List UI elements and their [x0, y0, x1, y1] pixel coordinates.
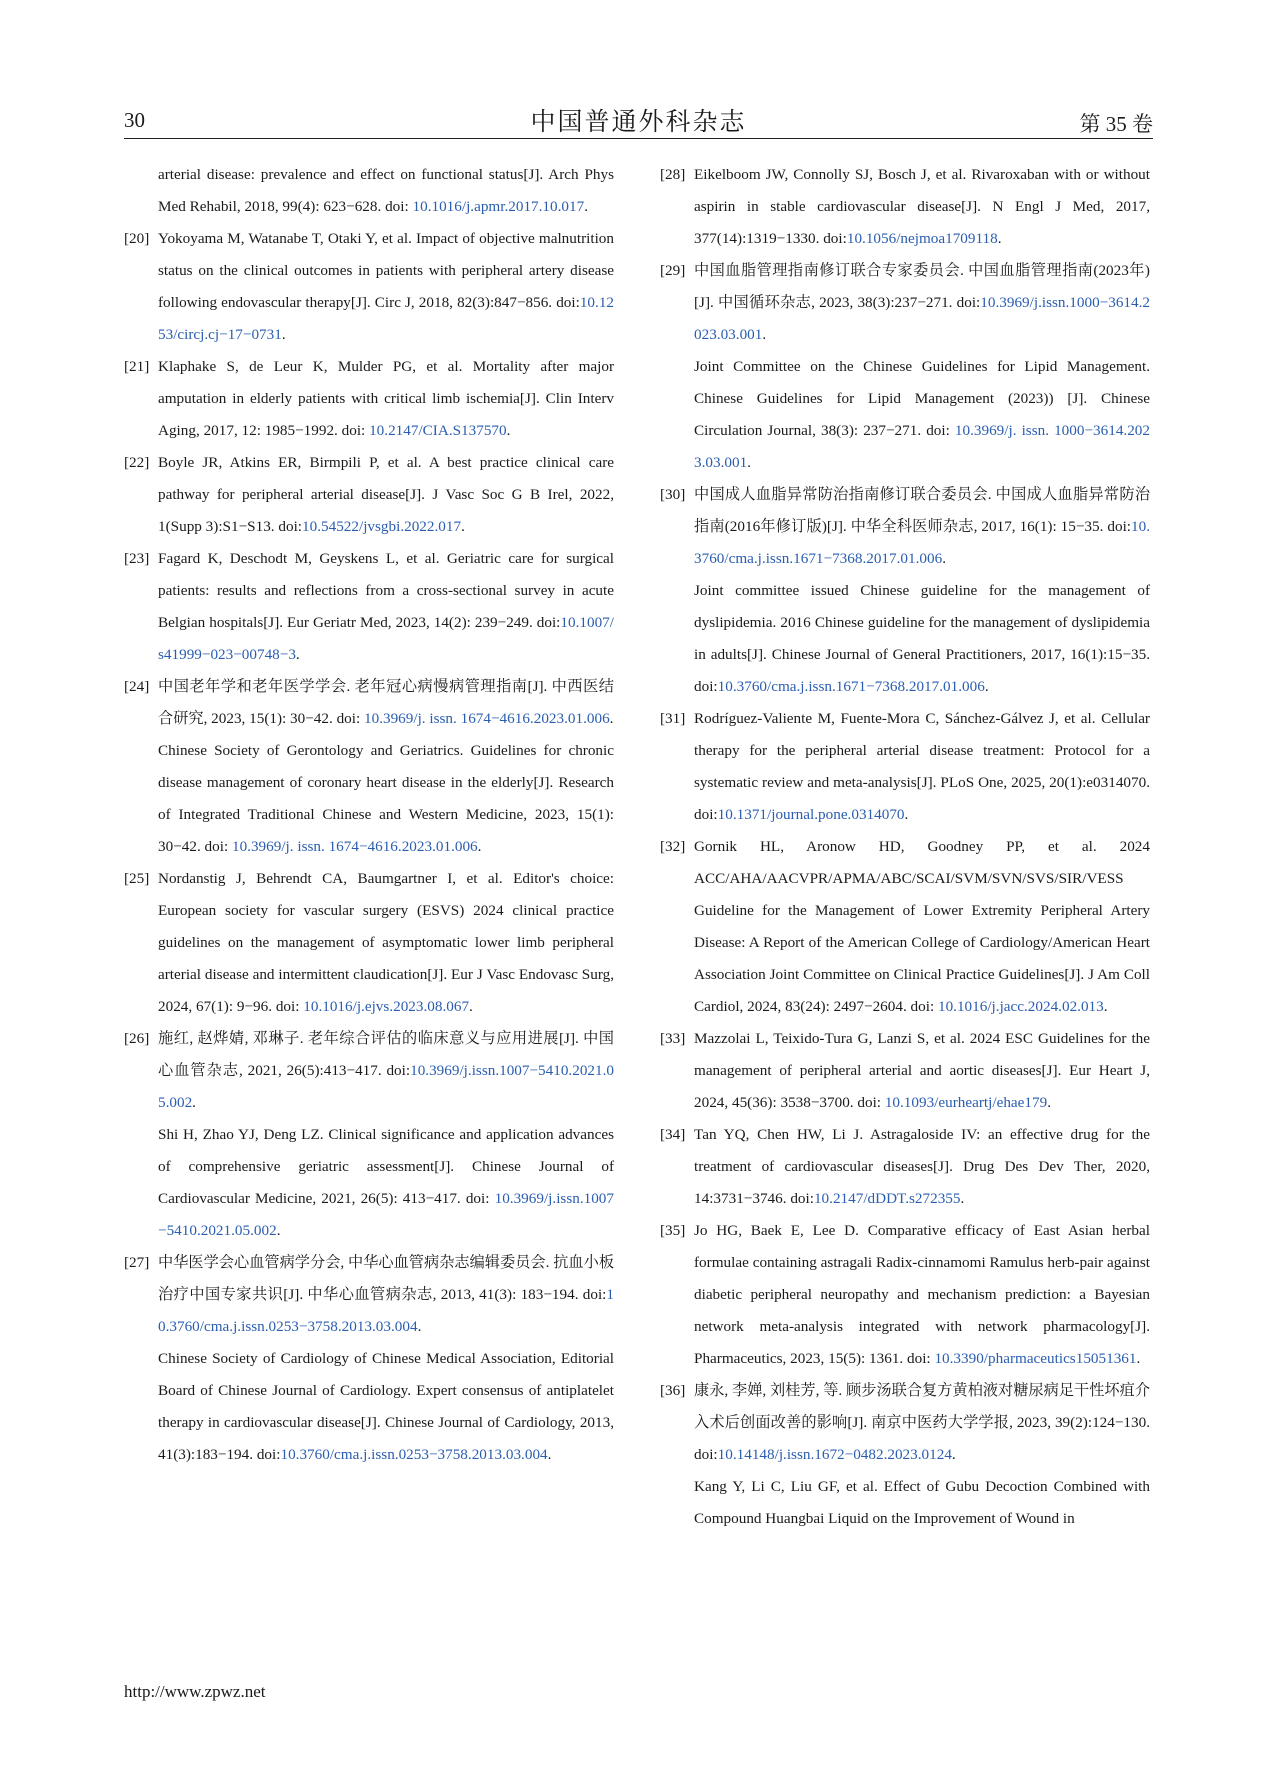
reference-text: Nordanstig J, Behrendt CA, Baumgartner I, et al. Editor's choice: European society for vascular surgery (ESVS) 2024 clinical practice guidelines on the management of asymptomatic lower limb peripheral arterial disease and intermittent claudication[J]. Eur J Vasc Endovasc Surg, 2024, 67(1): 9−96. doi:: [158, 870, 614, 1015]
reference-text: Joint committee issued Chinese guideline for the management of dyslipidemia. 2016 Chinese guideline for the management of dyslipidemia in adults[J]. Chinese Journal of General Practitioners, 2017, 16(1):15−35. doi:: [694, 582, 1150, 695]
doi-link[interactable]: 10.54522/jvsgbi.2022.017: [302, 518, 462, 535]
footer-url[interactable]: http://www.zpwz.net: [124, 1682, 266, 1701]
reference-text: Tan YQ, Chen HW, Li J. Astragaloside IV: an effective drug for the treatment of cardiovascular diseases[J]. Drug Des Dev Ther, 2020, 14:3731−3746. doi:: [694, 1126, 1150, 1207]
reference-text: Joint Committee on the Chinese Guidelines for Lipid Management. Chinese Guidelines for Lipid Management (2023)) [J]. Chinese Circulation Journal, 38(3): 237−271. doi:: [694, 358, 1150, 439]
reference-entry: [124, 1343, 614, 1471]
reference-end: .: [747, 454, 751, 471]
doi-link[interactable]: 10.2147/dDDT.s272355: [813, 1190, 961, 1207]
doi-link[interactable]: 10.1093/eurheartj/ehae179: [884, 1094, 1048, 1111]
reference-entry: [124, 351, 614, 447]
references-right-column: [660, 159, 1150, 1535]
reference-entry: [124, 863, 614, 1023]
reference-entry: [124, 223, 614, 351]
reference-end: .: [762, 326, 767, 343]
reference-number: [26]: [124, 1030, 150, 1047]
doi-link[interactable]: 10.3760/cma.j.issn.0253−3758.2013.03.004: [158, 1286, 614, 1335]
doi-link[interactable]: 10.1016/j.ejvs.2023.08.067: [303, 998, 470, 1015]
reference-end: .: [547, 1446, 552, 1463]
reference-number: [25]: [124, 870, 150, 887]
reference-end: .: [904, 806, 909, 823]
reference-number: [29]: [660, 262, 686, 279]
reference-text: Shi H, Zhao YJ, Deng LZ. Clinical significance and application advances of comprehensive geriatric assessment[J]. Chinese Journal of Cardiovascular Medicine, 2021, 26(5): 413−417. doi:: [158, 1126, 614, 1207]
reference-end: .: [584, 198, 588, 215]
reference-entry: [124, 735, 614, 863]
reference-entry: [660, 479, 1150, 575]
reference-end: .: [417, 1318, 422, 1335]
reference-end: .: [1136, 1350, 1141, 1367]
reference-entry: [660, 255, 1150, 351]
reference-end: .: [461, 518, 465, 535]
reference-number: [36]: [660, 1382, 686, 1399]
reference-number: [31]: [660, 710, 686, 727]
reference-end: .: [192, 1094, 196, 1111]
doi-link[interactable]: 10.14148/j.issn.1672−0482.2023.0124: [717, 1446, 952, 1463]
doi-link[interactable]: 10.1253/circj.cj−17−0731: [158, 294, 614, 343]
reference-entry: [660, 1119, 1150, 1215]
reference-end: .: [295, 646, 300, 663]
volume-label: 第 35 卷: [1079, 112, 1153, 136]
reference-end: .: [997, 230, 1002, 247]
reference-entry: [124, 543, 614, 671]
doi-link[interactable]: 10.1016/j.jacc.2024.02.013: [937, 998, 1104, 1015]
reference-text: 康永, 李婵, 刘桂芳, 等. 顾步汤联合复方黄柏液对糖尿病足干性坏疽介入术后创面改善的影响[J]. 南京中医药大学学报, 2023, 39(2):124−130. doi:: [694, 1382, 1150, 1463]
reference-text: Boyle JR, Atkins ER, Birmpili P, et al. A best practice clinical care pathway for peripheral arterial disease[J]. J Vasc Soc G B Irel, 2022, 1(Supp 3):S1−S13. doi:: [158, 454, 614, 535]
doi-link[interactable]: 10.3969/j.issn.1007−5410.2021.05.002: [158, 1190, 614, 1239]
reference-entry: [660, 703, 1150, 831]
reference-text: 中国老年学和老年医学学会. 老年冠心病慢病管理指南[J]. 中西医结合研究, 2023, 15(1): 30−42. doi:: [158, 678, 614, 727]
reference-number: [32]: [660, 838, 686, 855]
reference-text: 中华医学会心血管病学分会, 中华心血管病杂志编辑委员会. 抗血小板治疗中国专家共识[J]. 中华心血管病杂志, 2013, 41(3): 183−194. doi:: [158, 1254, 614, 1303]
reference-number: [24]: [124, 678, 150, 695]
reference-end: .: [281, 326, 286, 343]
reference-end: .: [960, 1190, 965, 1207]
reference-end: .: [276, 1222, 281, 1239]
reference-number: [20]: [124, 230, 150, 247]
reference-number: [21]: [124, 358, 150, 375]
doi-link[interactable]: 10.3969/j. issn. 1674−4616.2023.01.006: [231, 838, 478, 855]
reference-text: Eikelboom JW, Connolly SJ, Bosch J, et al. Rivaroxaban with or without aspirin in stable cardiovascular disease[J]. N Engl J Med, 2017, 377(14):1319−1330. doi:: [694, 166, 1150, 247]
reference-number: [30]: [660, 486, 686, 503]
page-header: [124, 102, 1153, 139]
reference-text: Klaphake S, de Leur K, Mulder PG, et al. Mortality after major amputation in elderly patients with critical limb ischemia[J]. Clin Interv Aging, 2017, 12: 1985−1992. doi:: [158, 358, 614, 439]
reference-end: .: [506, 422, 511, 439]
doi-link[interactable]: 10.3969/j. issn. 1674−4616.2023.01.006: [364, 710, 610, 727]
references-left-column: [124, 159, 614, 1471]
doi-link[interactable]: 10.2147/CIA.S137570: [369, 422, 507, 439]
journal-title: 中国普通外科杂志: [530, 109, 747, 136]
reference-entry: [660, 575, 1150, 703]
reference-end: .: [469, 998, 473, 1015]
reference-entry: [660, 831, 1150, 1023]
reference-end: .: [951, 1446, 956, 1463]
reference-number: [34]: [660, 1126, 686, 1143]
reference-entry: [124, 1247, 614, 1343]
reference-text: Chinese Society of Gerontology and Geriatrics. Guidelines for chronic disease management of coronary heart disease in the elderly[J]. Research of Integrated Traditional Chinese and Western Medicine, 2023, 15(1): 30−42. doi:: [158, 742, 614, 855]
reference-text: arterial disease: prevalence and effect on functional status[J]. Arch Phys Med Rehabil, 2018, 99(4): 623−628. doi:: [158, 166, 614, 215]
doi-link[interactable]: 10.3969/j. issn. 1000−3614.2023.03.001: [694, 422, 1150, 471]
reference-text: Yokoyama M, Watanabe T, Otaki Y, et al. Impact of objective malnutrition status on the clinical outcomes in patients with peripheral artery disease following endovascular therapy[J]. Circ J, 2018, 82(3):847−856. doi:: [158, 230, 614, 311]
reference-end: .: [1103, 998, 1108, 1015]
page-number: 30: [124, 108, 145, 132]
doi-link[interactable]: 10.3969/j.issn.1000−3614.2023.03.001: [694, 294, 1150, 343]
reference-entry: [660, 351, 1150, 479]
doi-link[interactable]: 10.1016/j.apmr.2017.10.017: [412, 198, 585, 215]
reference-entry: [660, 1023, 1150, 1119]
reference-entry: [660, 159, 1150, 255]
reference-number: [28]: [660, 166, 686, 183]
doi-link[interactable]: 10.3969/j.issn.1007−5410.2021.05.002: [158, 1062, 614, 1111]
doi-link[interactable]: 10.3760/cma.j.issn.1671−7368.2017.01.006: [717, 678, 985, 695]
reference-number: [23]: [124, 550, 150, 567]
reference-text: Mazzolai L, Teixido-Tura G, Lanzi S, et al. 2024 ESC Guidelines for the management of peripheral arterial and aortic diseases[J]. Eur Heart J, 2024, 45(36): 3538−3700. doi:: [694, 1030, 1150, 1111]
reference-entry: [124, 159, 614, 223]
doi-link[interactable]: 10.3760/cma.j.issn.0253−3758.2013.03.004: [280, 1446, 548, 1463]
reference-end: .: [477, 838, 482, 855]
reference-number: [27]: [124, 1254, 150, 1271]
reference-end: .: [1047, 1094, 1051, 1111]
reference-text: 中国成人血脂异常防治指南修订联合委员会. 中国成人血脂异常防治指南(2016年修订版)[J]. 中华全科医师杂志, 2017, 16(1): 15−35. doi:: [694, 486, 1150, 535]
doi-link[interactable]: 10.3760/cma.j.issn.1671−7368.2017.01.006: [694, 518, 1150, 567]
reference-entry: [660, 1471, 1150, 1535]
reference-text: Jo HG, Baek E, Lee D. Comparative efficacy of East Asian herbal formulae containing astragali Radix-cinnamomi Ramulus herb-pair against diabetic peripheral neuropathy and mechanism prediction: a Bayesian network meta-analysis integrated with network pharmacology[J]. Pharmaceutics, 2023, 15(5): 1361. doi:: [694, 1222, 1150, 1367]
reference-text: Gornik HL, Aronow HD, Goodney PP, et al. 2024 ACC/AHA/AACVPR/APMA/ABC/SCAI/SVM/SVN/SVS/SIR/VESS Guideline for the Management of Lower Extremity Peripheral Artery Disease: A Report of the American College of Cardiology/American Heart Association Joint Committee on Clinical Practice Guidelines[J]. J Am Coll Cardiol, 2024, 83(24): 2497−2604. doi:: [694, 838, 1150, 1015]
reference-entry: [124, 1023, 614, 1119]
reference-text: Chinese Society of Cardiology of Chinese Medical Association, Editorial Board of Chinese Journal of Cardiology. Expert consensus of antiplatelet therapy in cardiovascular disease[J]. Chinese Journal of Cardiology, 2013, 41(3):183−194. doi:: [158, 1350, 614, 1463]
doi-link[interactable]: 10.1371/journal.pone.0314070: [717, 806, 905, 823]
reference-end: .: [609, 710, 614, 727]
reference-end: .: [942, 550, 946, 567]
reference-entry: [124, 1119, 614, 1247]
reference-text: 中国血脂管理指南修订联合专家委员会. 中国血脂管理指南(2023年)[J]. 中国循环杂志, 2023, 38(3):237−271. doi:: [694, 262, 1150, 311]
reference-text: Rodríguez-Valiente M, Fuente-Mora C, Sánchez-Gálvez J, et al. Cellular therapy for the peripheral arterial disease treatment: Protocol for a systematic review and meta-analysis[J]. PLoS One, 2025, 20(1):e0314070. doi:: [694, 710, 1150, 823]
doi-link[interactable]: 10.1056/nejmoa1709118: [846, 230, 998, 247]
reference-end: .: [984, 678, 989, 695]
reference-number: [35]: [660, 1222, 686, 1239]
reference-text: Fagard K, Deschodt M, Geyskens L, et al. Geriatric care for surgical patients: results and reflections from a cross-sectional survey in acute Belgian hospitals[J]. Eur Geriatr Med, 2023, 14(2): 239−249. doi:: [158, 550, 614, 631]
reference-entry: [660, 1375, 1150, 1471]
reference-number: [22]: [124, 454, 150, 471]
reference-entry: [124, 671, 614, 735]
doi-link[interactable]: 10.1007/s41999−023−00748−3: [158, 614, 614, 663]
reference-entry: [660, 1215, 1150, 1375]
reference-text: 施红, 赵烨婧, 邓琳子. 老年综合评估的临床意义与应用进展[J]. 中国心血管杂志, 2021, 26(5):413−417. doi:: [158, 1030, 614, 1079]
reference-entry: [124, 447, 614, 543]
reference-number: [33]: [660, 1030, 686, 1047]
doi-link[interactable]: 10.3390/pharmaceutics15051361: [934, 1350, 1137, 1367]
reference-text: Kang Y, Li C, Liu GF, et al. Effect of Gubu Decoction Combined with Compound Huangbai Liquid on the Improvement of Wound in: [694, 1478, 1150, 1527]
